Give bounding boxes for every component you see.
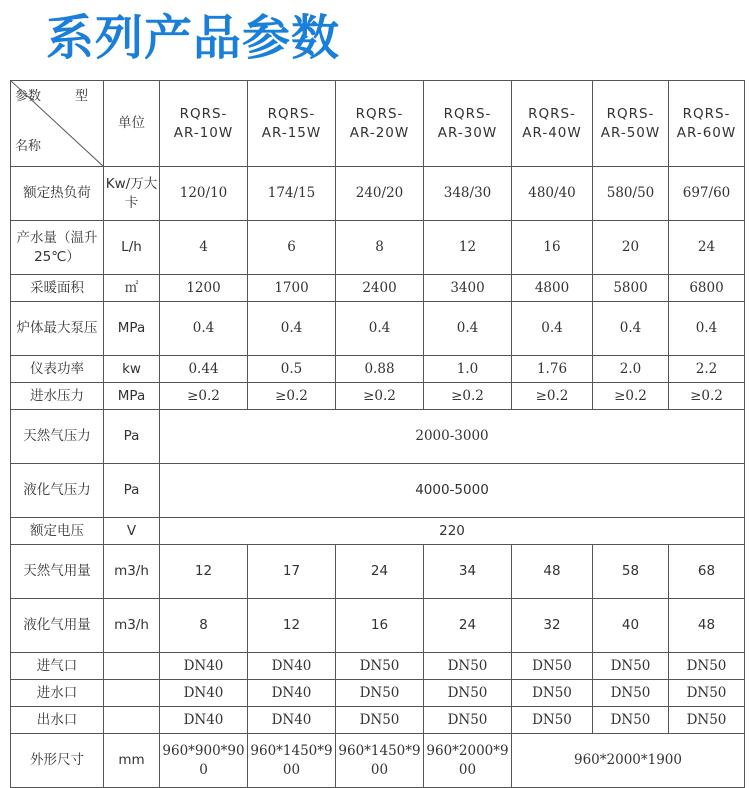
param-label: 参数: [15, 89, 42, 104]
table-row: [11, 464, 745, 518]
table-cell: 174/15: [248, 167, 336, 221]
table-cell: DN40: [160, 680, 248, 707]
row-name: 仪表功率: [11, 356, 104, 383]
table-cell: 0.4: [424, 302, 512, 356]
table-cell: 34: [424, 545, 512, 599]
table-cell: 697/60: [669, 167, 745, 221]
table-cell: 960*900*900: [160, 734, 248, 788]
row-name: 天然气用量: [11, 545, 104, 599]
row-unit: mm: [104, 734, 160, 788]
table-cell: 0.4: [248, 302, 336, 356]
model-header: RQRS- AR-10W: [160, 81, 248, 167]
table-row: [11, 302, 745, 356]
row-name: 采暖面积: [11, 275, 104, 302]
diagonal-header-cell: [11, 81, 104, 167]
table-cell: 6: [248, 221, 336, 275]
row-unit: [104, 653, 160, 680]
table-cell: DN50: [424, 653, 512, 680]
table-row: [11, 410, 745, 464]
table-cell: DN50: [336, 680, 424, 707]
table-cell: 2.2: [669, 356, 745, 383]
row-name: 额定电压: [11, 518, 104, 545]
table-cell: 4: [160, 221, 248, 275]
table-cell: DN40: [248, 707, 336, 734]
row-name: 产水量（温升25℃）: [11, 221, 104, 275]
table-cell: 68: [669, 545, 745, 599]
table-cell: ≥0.2: [512, 383, 593, 410]
table-cell: 0.4: [160, 302, 248, 356]
table-cell: 20: [593, 221, 669, 275]
row-unit: m3/h: [104, 545, 160, 599]
row-unit: Pa: [104, 410, 160, 464]
row-name: 液化气用量: [11, 599, 104, 653]
row-unit: MPa: [104, 383, 160, 410]
row-unit: L/h: [104, 221, 160, 275]
table-row: [11, 275, 745, 302]
table-cell: 24: [669, 221, 745, 275]
table-cell: DN50: [424, 680, 512, 707]
row-unit: ㎡: [104, 275, 160, 302]
table-cell: 240/20: [336, 167, 424, 221]
model-header: RQRS- AR-30W: [424, 81, 512, 167]
table-cell: DN40: [160, 653, 248, 680]
row-unit: Kw/万大卡: [104, 167, 160, 221]
row-name: 天然气压力: [11, 410, 104, 464]
table-row: [11, 167, 745, 221]
table-cell: 12: [248, 599, 336, 653]
table-cell: 580/50: [593, 167, 669, 221]
table-cell: 0.4: [669, 302, 745, 356]
row-unit: Pa: [104, 464, 160, 518]
table-cell: 2400: [336, 275, 424, 302]
table-cell: 960*2000*900: [424, 734, 512, 788]
table-cell: 1700: [248, 275, 336, 302]
header-row: [11, 81, 745, 167]
table-cell: DN50: [336, 707, 424, 734]
unit-header: 单位: [104, 81, 160, 167]
table-cell: DN40: [160, 707, 248, 734]
merged-cell: 220: [160, 518, 745, 545]
table-cell: 40: [593, 599, 669, 653]
table-cell: 1.76: [512, 356, 593, 383]
table-cell: 960*1450*900: [248, 734, 336, 788]
table-cell: DN50: [336, 653, 424, 680]
table-cell: ≥0.2: [248, 383, 336, 410]
type-label: 型: [75, 89, 89, 104]
table-row: [11, 653, 745, 680]
table-cell: 12: [424, 221, 512, 275]
table-row: [11, 599, 745, 653]
table-cell: 0.4: [336, 302, 424, 356]
table-cell: 3400: [424, 275, 512, 302]
table-cell: ≥0.2: [593, 383, 669, 410]
table-row: [11, 221, 745, 275]
row-unit: m3/h: [104, 599, 160, 653]
row-name: 额定热负荷: [11, 167, 104, 221]
row-name: 炉体最大泵压: [11, 302, 104, 356]
table-row: [11, 734, 745, 788]
table-cell: DN50: [669, 680, 745, 707]
table-cell: 6800: [669, 275, 745, 302]
table-cell: 16: [336, 599, 424, 653]
table-cell: DN50: [669, 707, 745, 734]
table-cell: DN50: [512, 680, 593, 707]
table-cell: 2.0: [593, 356, 669, 383]
table-cell: 32: [512, 599, 593, 653]
table-cell: 1200: [160, 275, 248, 302]
table-row: [11, 545, 745, 599]
merged-cell: 960*2000*1900: [512, 734, 745, 788]
table-cell: ≥0.2: [336, 383, 424, 410]
table-cell: 1.0: [424, 356, 512, 383]
model-header: RQRS- AR-50W: [593, 81, 669, 167]
table-cell: 0.4: [512, 302, 593, 356]
table-cell: 8: [160, 599, 248, 653]
row-unit: MPa: [104, 302, 160, 356]
table-cell: 0.4: [593, 302, 669, 356]
table-cell: 5800: [593, 275, 669, 302]
table-cell: 0.44: [160, 356, 248, 383]
table-cell: 48: [669, 599, 745, 653]
table-cell: DN40: [248, 653, 336, 680]
table-cell: 16: [512, 221, 593, 275]
row-unit: [104, 707, 160, 734]
row-unit: kw: [104, 356, 160, 383]
row-unit: V: [104, 518, 160, 545]
table-cell: 48: [512, 545, 593, 599]
table-row: [11, 518, 745, 545]
table-cell: 0.88: [336, 356, 424, 383]
model-header: RQRS- AR-20W: [336, 81, 424, 167]
table-cell: 12: [160, 545, 248, 599]
table-cell: DN50: [512, 707, 593, 734]
row-name: 进水口: [11, 680, 104, 707]
table-cell: 8: [336, 221, 424, 275]
table-cell: 120/10: [160, 167, 248, 221]
table-row: [11, 356, 745, 383]
table-cell: 24: [424, 599, 512, 653]
table-cell: DN50: [669, 653, 745, 680]
table-cell: DN40: [248, 680, 336, 707]
spec-table: [10, 80, 745, 788]
table-row: [11, 707, 745, 734]
table-cell: 0.5: [248, 356, 336, 383]
row-name: 液化气压力: [11, 464, 104, 518]
row-name: 出水口: [11, 707, 104, 734]
table-cell: 960*1450*900: [336, 734, 424, 788]
table-cell: 58: [593, 545, 669, 599]
table-cell: 24: [336, 545, 424, 599]
table-cell: DN50: [593, 653, 669, 680]
model-header: RQRS- AR-60W: [669, 81, 745, 167]
row-unit: [104, 680, 160, 707]
table-cell: ≥0.2: [669, 383, 745, 410]
table-cell: ≥0.2: [160, 383, 248, 410]
table-row: [11, 383, 745, 410]
table-row: [11, 680, 745, 707]
table-cell: 4800: [512, 275, 593, 302]
row-name: 进水压力: [11, 383, 104, 410]
model-header: RQRS- AR-40W: [512, 81, 593, 167]
table-cell: ≥0.2: [424, 383, 512, 410]
table-cell: 17: [248, 545, 336, 599]
table-cell: DN50: [593, 680, 669, 707]
table-cell: DN50: [512, 653, 593, 680]
name-label: 名称: [15, 139, 42, 154]
table-cell: DN50: [593, 707, 669, 734]
model-header: RQRS- AR-15W: [248, 81, 336, 167]
merged-cell: 4000-5000: [160, 464, 745, 518]
table-cell: 348/30: [424, 167, 512, 221]
row-name: 进气口: [11, 653, 104, 680]
page-title: 系列产品参数: [46, 10, 341, 66]
table-cell: 480/40: [512, 167, 593, 221]
merged-cell: 2000-3000: [160, 410, 745, 464]
table-cell: DN50: [424, 707, 512, 734]
row-name: 外形尺寸: [11, 734, 104, 788]
